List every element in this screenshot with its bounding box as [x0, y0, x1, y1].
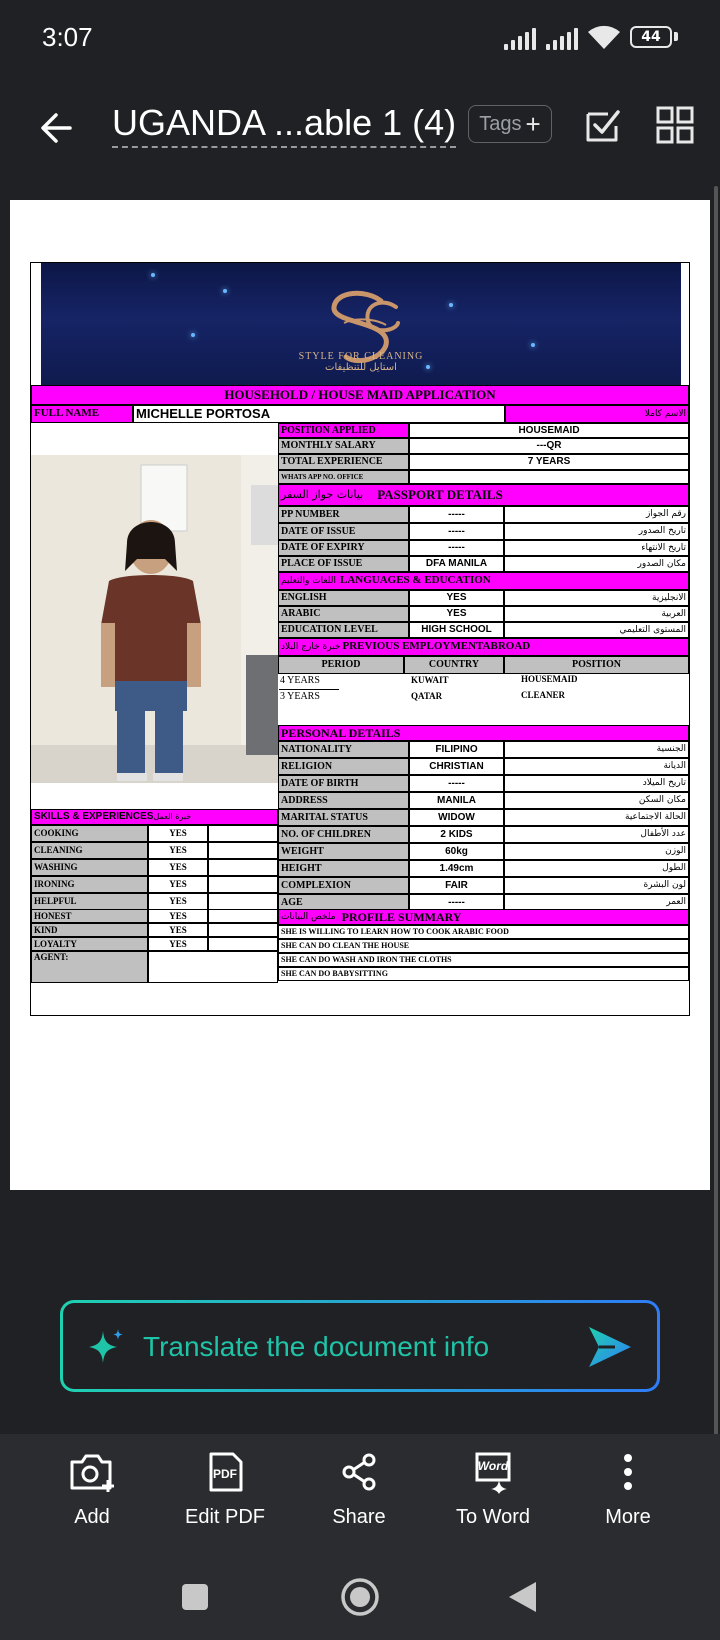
emp-col-period: PERIOD [278, 656, 404, 674]
skill-label: WASHING [31, 859, 148, 876]
passport-row-label: DATE OF ISSUE [278, 523, 409, 540]
skill-label: IRONING [31, 876, 148, 893]
back-arrow-icon[interactable] [30, 100, 86, 156]
personal-row-arabic: لون البشرة [504, 877, 689, 894]
skill-extra [208, 923, 278, 937]
language-row-arabic: الانجليزية [504, 590, 689, 606]
passport-row-arabic: تاريخ الانتهاء [504, 540, 689, 556]
more-label: More [605, 1506, 651, 1528]
translate-label: Translate the document info [143, 1331, 490, 1362]
emp-col-position: POSITION [504, 656, 689, 674]
language-row-value: YES [409, 606, 504, 622]
personal-row-label: COMPLEXION [278, 877, 409, 894]
employment-divider [279, 689, 339, 690]
word-icon-text: Word [477, 1459, 509, 1473]
skill-extra [208, 909, 278, 923]
skill-value: YES [148, 859, 208, 876]
skills-header-ar: خبرة العمل [153, 812, 192, 822]
passport-row-value: ----- [409, 523, 504, 540]
skill-extra [208, 876, 278, 893]
full-name-label: FULL NAME [31, 405, 133, 423]
personal-row-label: AGE [278, 894, 409, 911]
agent-label: AGENT: [31, 951, 148, 983]
agent-value [148, 951, 278, 983]
skill-value: YES [148, 923, 208, 937]
language-row-label: ARABIC [278, 606, 409, 622]
personal-row-label: NATIONALITY [278, 741, 409, 758]
bottom-toolbar [0, 1434, 720, 1560]
signal-icon [504, 26, 536, 50]
skill-label: CLEANING [31, 842, 148, 859]
select-checkbox-icon[interactable] [578, 100, 628, 150]
edit-pdf-label: Edit PDF [184, 1506, 266, 1528]
tags-button[interactable] [468, 105, 552, 143]
personal-row-arabic: عدد الأطفال [504, 826, 689, 843]
total-experience-value: 7 YEARS [409, 454, 689, 470]
back-nav-icon[interactable] [506, 1580, 538, 1614]
pdf-icon-text: PDF [213, 1467, 237, 1481]
edit-pdf-button[interactable] [165, 1450, 285, 1550]
skill-extra [208, 842, 278, 859]
languages-header-ar: اللغات والتعليم [281, 575, 336, 586]
skill-extra [208, 825, 278, 842]
scrollbar[interactable] [714, 186, 718, 1436]
personal-row-label: NO. OF CHILDREN [278, 826, 409, 843]
battery-tip [674, 32, 678, 41]
personal-row-value: MANILA [409, 792, 504, 809]
language-row-arabic: المستوى التعليمي [504, 622, 689, 638]
employment-country: QATAR [411, 691, 443, 701]
share-button[interactable] [299, 1450, 419, 1550]
profile-summary-line: SHE IS WILLING TO LEARN HOW TO COOK ARABIC FOOD [278, 925, 689, 939]
skill-extra [208, 937, 278, 951]
company-banner [41, 263, 681, 385]
personal-details-header: PERSONAL DETAILS [278, 725, 689, 741]
personal-row-value: 2 KIDS [409, 826, 504, 843]
personal-row-arabic: تاريخ الميلاد [504, 775, 689, 792]
sparkle-icon [85, 1327, 125, 1367]
personal-row-label: HEIGHT [278, 860, 409, 877]
monthly-salary-value: ---QR [409, 438, 689, 454]
applicant-photo [31, 455, 278, 783]
app-header [0, 80, 720, 190]
employment-period: 3 YEARS [280, 691, 320, 702]
full-name-value: MICHELLE PORTOSA [133, 405, 505, 423]
full-name-arabic: الاسم كاملا [505, 405, 689, 423]
profile-header-en: PROFILE SUMMARY [341, 909, 462, 924]
send-icon[interactable] [585, 1323, 635, 1371]
personal-row-value: 60kg [409, 843, 504, 860]
profile-summary-line: SHE CAN DO BABYSITTING [278, 967, 689, 981]
more-button[interactable] [568, 1450, 688, 1550]
skill-label: HELPFUL [31, 893, 148, 910]
passport-row-value: ----- [409, 540, 504, 556]
share-label: Share [332, 1506, 386, 1528]
personal-row-label: DATE OF BIRTH [278, 775, 409, 792]
personal-row-label: ADDRESS [278, 792, 409, 809]
edit-pdf-icon [203, 1450, 247, 1494]
personal-row-label: WEIGHT [278, 843, 409, 860]
passport-header-en: PASSPORT DETAILS [377, 487, 503, 503]
skill-value: YES [148, 893, 208, 910]
skill-value: YES [148, 842, 208, 859]
passport-row-value: ----- [409, 506, 504, 523]
to-word-icon [471, 1450, 515, 1494]
add-camera-icon [68, 1450, 116, 1494]
personal-row-arabic: الطول [504, 860, 689, 877]
previous-employment-header [278, 638, 689, 656]
language-row-value: HIGH SCHOOL [409, 622, 504, 638]
system-navigation-bar [0, 1560, 720, 1640]
battery-icon [630, 26, 672, 48]
personal-row-arabic: العمر [504, 894, 689, 911]
home-icon[interactable] [340, 1577, 380, 1617]
status-time: 3:07 [42, 22, 93, 52]
personal-row-value: WIDOW [409, 809, 504, 826]
language-row-label: ENGLISH [278, 590, 409, 606]
skill-label: HONEST [31, 909, 148, 923]
personal-row-value: FAIR [409, 877, 504, 894]
total-experience-label: TOTAL EXPERIENCE [278, 454, 409, 470]
passport-row-label: PP NUMBER [278, 506, 409, 523]
personal-row-value: FILIPINO [409, 741, 504, 758]
personal-row-arabic: الوزن [504, 843, 689, 860]
passport-header-ar: بيانات جواز السفر [281, 488, 364, 502]
tags-label: Tags [479, 112, 522, 135]
grid-view-icon[interactable] [650, 100, 700, 150]
profile-header-ar: ملخص البيانات [281, 911, 336, 922]
whatsapp-value [409, 470, 689, 484]
form-title: HOUSEHOLD / HOUSE MAID APPLICATION [31, 385, 689, 405]
passport-row-value: DFA MANILA [409, 556, 504, 572]
skill-value: YES [148, 876, 208, 893]
personal-row-arabic: مكان السكن [504, 792, 689, 809]
translate-document-button[interactable] [60, 1300, 660, 1392]
skill-value: YES [148, 937, 208, 951]
passport-row-label: PLACE OF ISSUE [278, 556, 409, 572]
language-row-value: YES [409, 590, 504, 606]
personal-row-label: RELIGION [278, 758, 409, 775]
logo-text-ar: استايل للتنظيفات [325, 362, 397, 373]
skill-extra [208, 859, 278, 876]
skill-label: COOKING [31, 825, 148, 842]
profile-summary-line: SHE CAN DO WASH AND IRON THE CLOTHS [278, 953, 689, 967]
skill-extra [208, 893, 278, 910]
application-form [30, 262, 690, 1016]
passport-details-header [278, 484, 689, 506]
plus-icon: + [525, 108, 541, 139]
skill-value: YES [148, 825, 208, 842]
skill-label: KIND [31, 923, 148, 937]
profile-summary-header [278, 909, 689, 925]
document-title[interactable]: UGANDA ...able 1 (4) [112, 102, 456, 148]
add-button[interactable] [32, 1450, 152, 1550]
language-row-label: EDUCATION LEVEL [278, 622, 409, 638]
employment-country: KUWAIT [411, 675, 449, 685]
document-page[interactable] [10, 200, 710, 1190]
languages-header [278, 572, 689, 590]
skill-label: LOYALTY [31, 937, 148, 951]
add-label: Add [74, 1506, 110, 1528]
skills-header [31, 809, 278, 825]
passport-row-label: DATE OF EXPIRY [278, 540, 409, 556]
employment-position: HOUSEMAID [521, 674, 578, 684]
personal-row-value: CHRISTIAN [409, 758, 504, 775]
to-word-button[interactable] [433, 1450, 553, 1550]
skill-value: YES [148, 909, 208, 923]
profile-summary-line: SHE CAN DO CLEAN THE HOUSE [278, 939, 689, 953]
to-word-label: To Word [455, 1506, 531, 1528]
status-bar [0, 0, 720, 80]
personal-row-arabic: الديانة [504, 758, 689, 775]
employment-position: CLEANER [521, 690, 566, 700]
logo-text-en: STYLE FOR CLEANING [298, 351, 424, 362]
wifi-icon [586, 25, 622, 51]
previous-employment-header-ar: خبرة خارج البلاد [281, 641, 341, 652]
more-vertical-icon [606, 1450, 650, 1494]
battery-level: 44 [641, 29, 661, 45]
previous-employment-header-en: PREVIOUS EMPLOYMENTABROAD [342, 640, 531, 653]
position-applied-label: POSITION APPLIED [278, 423, 409, 438]
passport-row-arabic: رقم الجواز [504, 506, 689, 523]
personal-row-label: MARITAL STATUS [278, 809, 409, 826]
personal-row-arabic: الجنسية [504, 741, 689, 758]
passport-row-arabic: مكان الصدور [504, 556, 689, 572]
personal-row-value: ----- [409, 775, 504, 792]
skills-header-en: SKILLS & EXPERIENCES [34, 811, 154, 822]
position-applied-value: HOUSEMAID [409, 423, 689, 438]
employment-period: 4 YEARS [280, 675, 320, 686]
share-icon [337, 1450, 381, 1494]
passport-row-arabic: تاريخ الصدور [504, 523, 689, 540]
monthly-salary-label: MONTHLY SALARY [278, 438, 409, 454]
personal-row-value: ----- [409, 894, 504, 911]
whatsapp-label: WHATS APP NO. OFFICE [278, 470, 409, 484]
languages-header-en: LANGUAGES & EDUCATION [339, 574, 491, 587]
personal-row-value: 1.49cm [409, 860, 504, 877]
signal-icon-2 [546, 26, 578, 50]
recents-icon[interactable] [180, 1582, 210, 1612]
language-row-arabic: العربية [504, 606, 689, 622]
emp-col-country: COUNTRY [404, 656, 504, 674]
personal-row-arabic: الحالة الاجتماعية [504, 809, 689, 826]
